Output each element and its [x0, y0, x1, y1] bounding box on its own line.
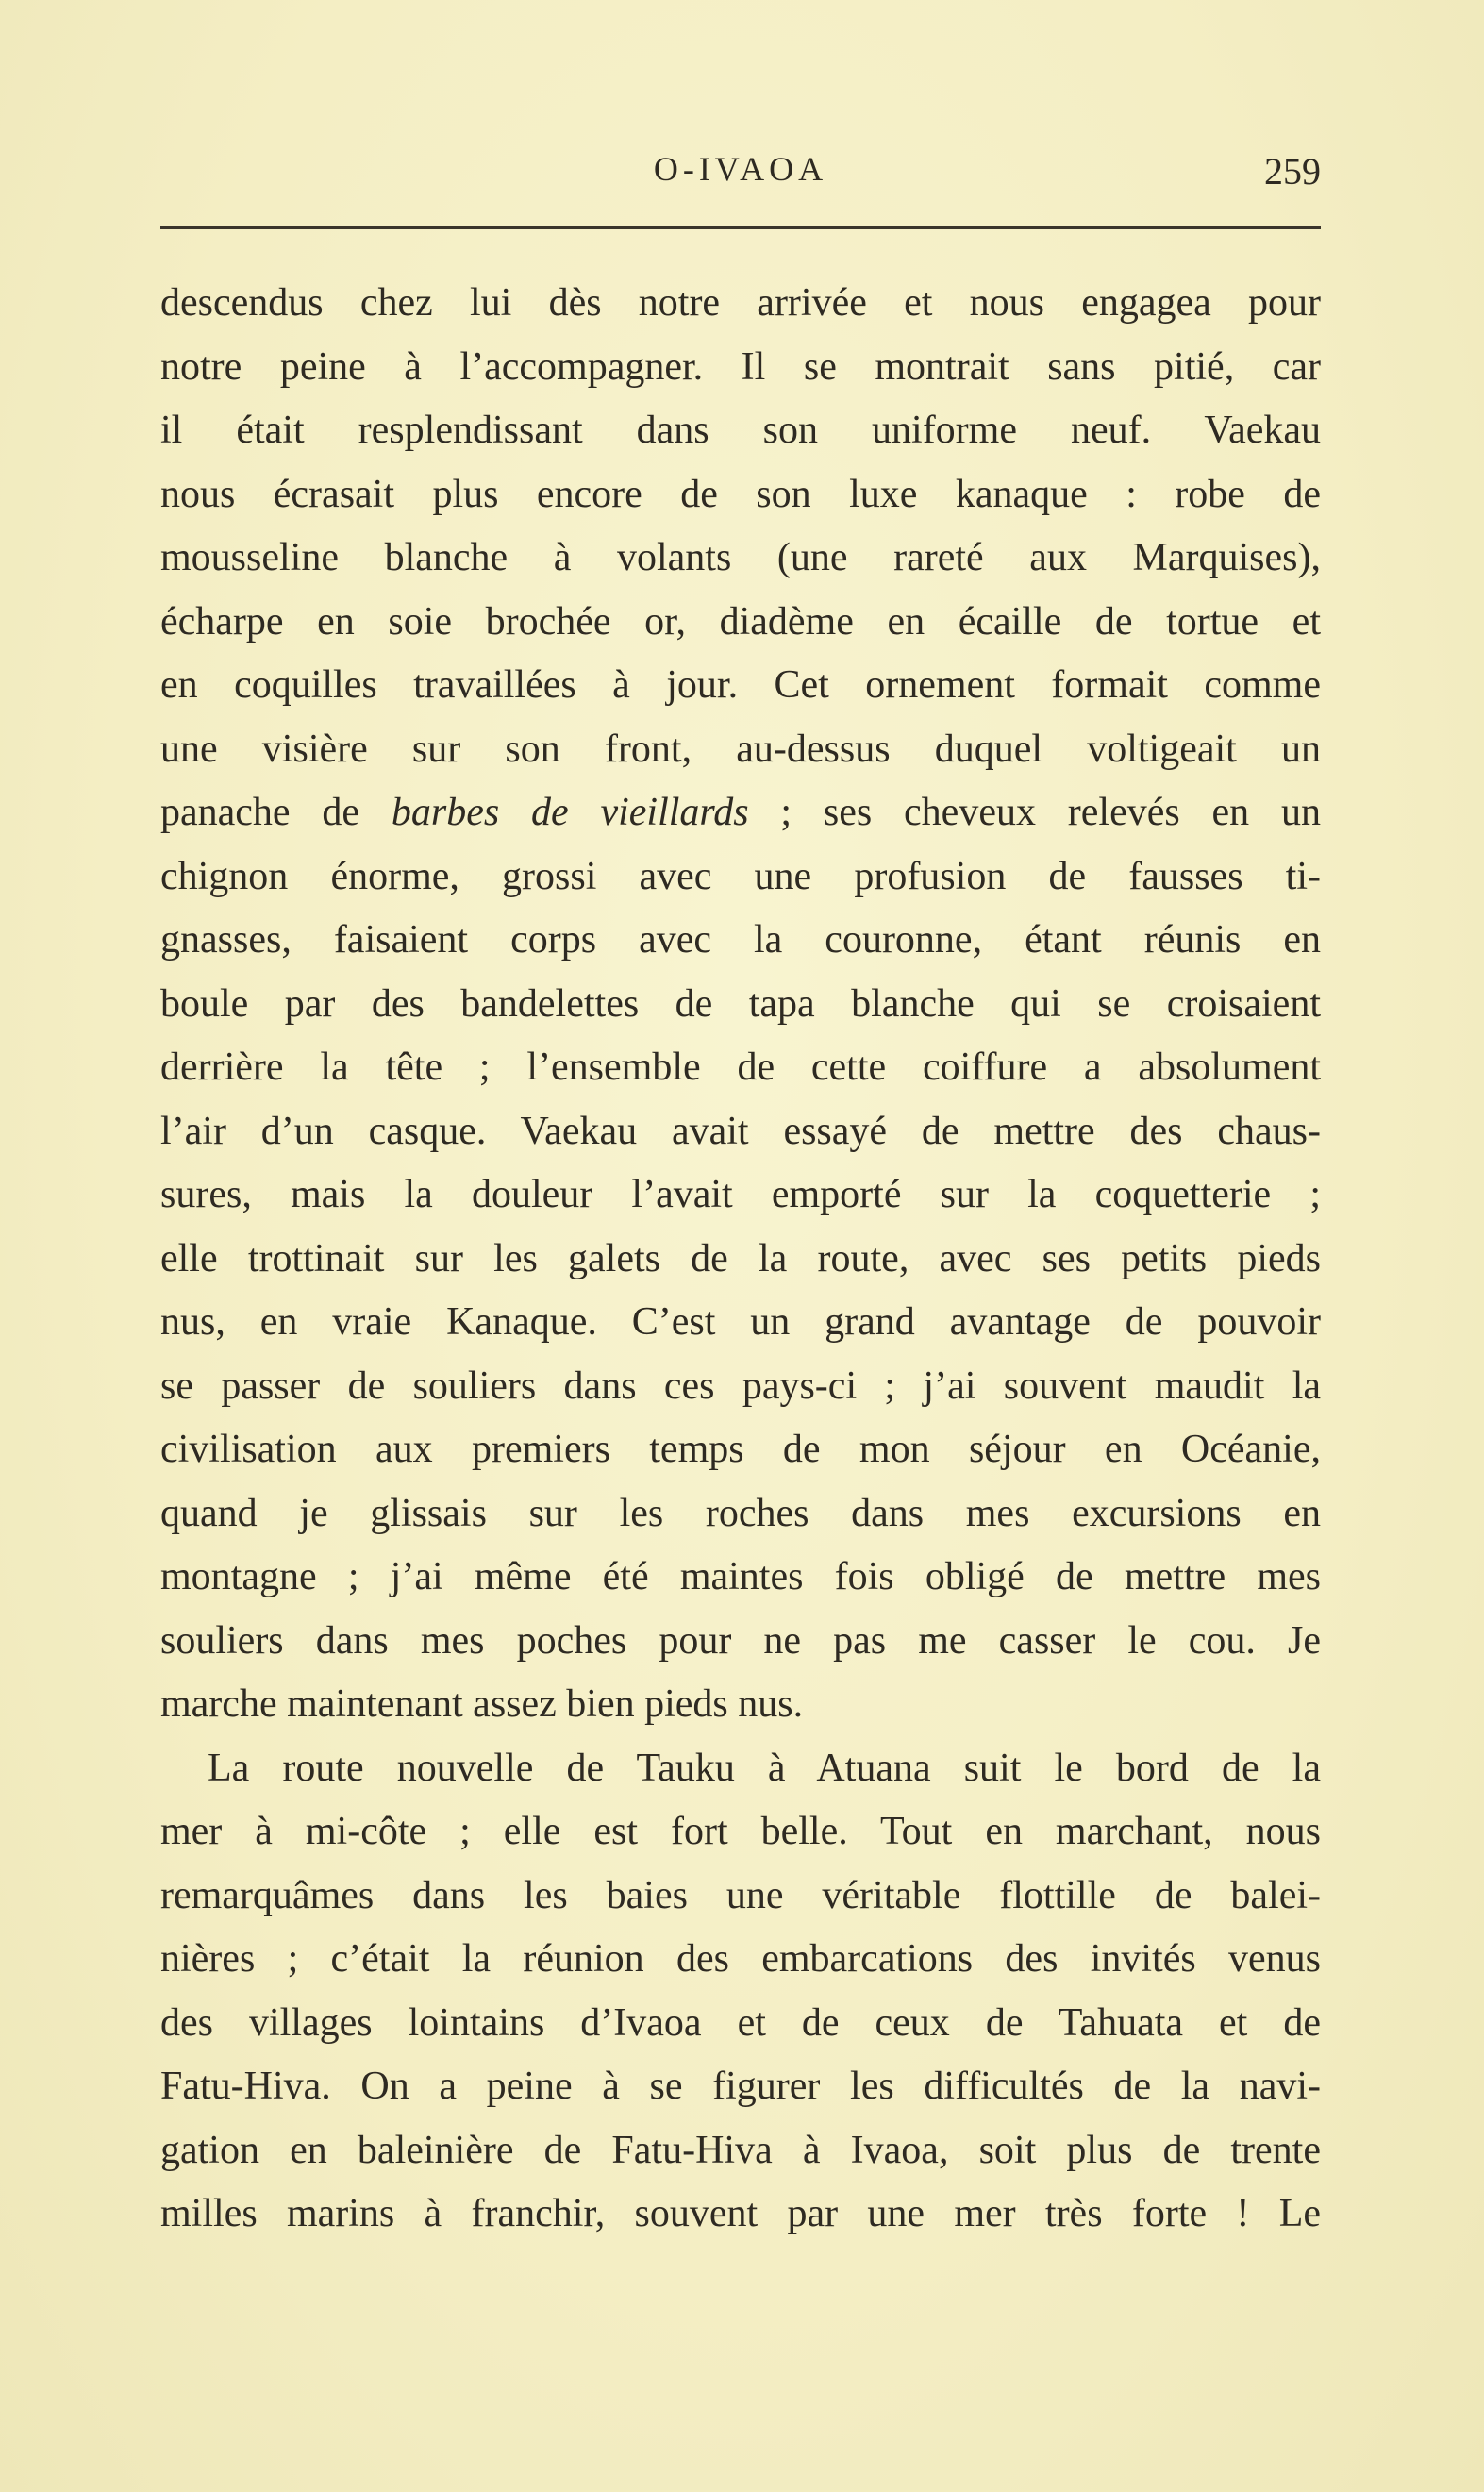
- text-line: gnasses, faisaient corps avec la couronne, étant réunis en: [160, 918, 1321, 962]
- text-line: en coquilles travaillées à jour. Cet ornement formait comme: [160, 663, 1321, 707]
- text-line: derrière la tête ; l’ensemble de cette coiffure a absolument: [160, 1045, 1321, 1089]
- page-number: 259: [1264, 150, 1321, 192]
- text-line: écharpe en soie brochée or, diadème en écaille de tortue et: [160, 599, 1321, 644]
- text-line: se passer de souliers dans ces pays-ci ; j’ai souvent maudit la: [160, 1363, 1321, 1408]
- running-head: O-IVAOA: [653, 150, 828, 188]
- text-line: nous écrasait plus encore de son luxe kanaque : robe de: [160, 472, 1321, 516]
- text-line: descendus chez lui dès notre arrivée et nous engagea pour: [160, 281, 1321, 325]
- header-rule: [160, 226, 1321, 229]
- text-line: il était resplendissant dans son uniforme neuf. Vaekau: [160, 409, 1321, 452]
- text-line: boule par des bandelettes de tapa blanche qui se croisaient: [160, 981, 1321, 1026]
- text-line: sures, mais la douleur l’avait emporté sur la coquetterie ;: [160, 1173, 1321, 1216]
- text-line: mer à mi-côte ; elle est fort belle. Tout en marchant, nous: [160, 1810, 1321, 1853]
- text-line: chignon énorme, grossi avec une profusion de fausses ti-: [160, 854, 1321, 898]
- text-line: souliers dans mes poches pour ne pas me casser le cou. Je: [160, 1618, 1321, 1663]
- body-text: [160, 272, 1321, 2247]
- text-line: l’air d’un casque. Vaekau avait essayé de mettre des chaus-: [160, 1109, 1321, 1153]
- paragraph-end-line: marche maintenant assez bien pieds nus.: [160, 1682, 804, 1726]
- text-line: remarquâmes dans les baies une véritable flottille de balei-: [160, 1873, 1321, 1917]
- text-line: montagne ; j’ai même été maintes fois obligé de mettre mes: [160, 1555, 1321, 1598]
- text-line: une visière sur son front, au-dessus duquel voltigeait un: [160, 727, 1321, 771]
- text-line: nières ; c’était la réunion des embarcations des invités venus: [160, 1937, 1321, 1981]
- text-line: Fatu-Hiva. On a peine à se figurer les difficultés de la navi-: [160, 2065, 1321, 2108]
- text-line: gation en baleinière de Fatu-Hiva à Ivaoa, soit plus de trente: [160, 2128, 1321, 2172]
- text-line-with-italic: [160, 781, 1321, 845]
- text-line: elle trottinait sur les galets de la route, avec ses petits pieds: [160, 1236, 1321, 1280]
- paragraph-start-line: La route nouvelle de Tauku à Atuana suit le bord de la: [208, 1746, 1321, 1790]
- text-line: des villages lointains d’Ivaoa et de ceux de Tahuata et de: [160, 2000, 1321, 2045]
- text-segment: ; ses cheveux relevés en un: [748, 791, 1322, 834]
- text-line: quand je glissais sur les roches dans mes excursions en: [160, 1491, 1321, 1535]
- page-header: [160, 142, 1321, 198]
- text-line: mousseline blanche à volants (une rareté aux Marquises),: [160, 536, 1321, 579]
- text-line: nus, en vraie Kanaque. C’est un grand avantage de pouvoir: [160, 1300, 1321, 1344]
- text-segment: panache de: [160, 791, 392, 834]
- text-line: milles marins à franchir, souvent par une mer très forte ! Le: [160, 2192, 1321, 2235]
- text-line: civilisation aux premiers temps de mon séjour en Océanie,: [160, 1428, 1321, 1471]
- italic-phrase: barbes de vieillards: [391, 791, 749, 834]
- text-line: notre peine à l’accompagner. Il se montrait sans pitié, car: [160, 344, 1321, 389]
